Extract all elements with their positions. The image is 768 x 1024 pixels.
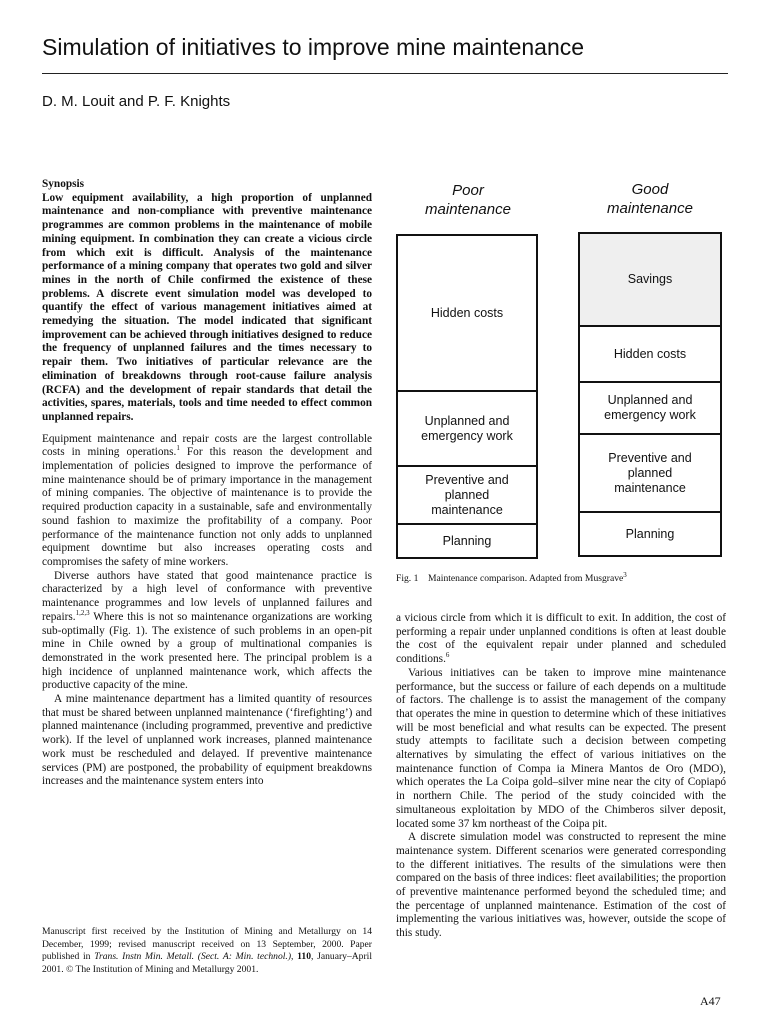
synopsis-text: Low equipment availability, a high proportion of unplanned maintenance and non-compliance with preventive maintenance programmes are common problems in the maintenance of mobile mining equipment. In combination they can create a vicious circle from which exit is difficult. Analysis of the maintenance performance of a mining company that operates two gold and silver mines in the north of Chile confirmed the existence of these problems. A discrete event simulation model was developed to quantify the effect of various management initiatives aimed at remedying the situation. The model indicated that significant improvement can be achieved through initiatives designed to reduce the frequency of unplanned failures and the times necessary to repair them. Two initiatives of particular relevance are the elimination of breakdowns through root-cause failure analysis (RCFA) and the development of repair standards that detail the activities, spares, materials, tools and time needed to effect common unplanned repairs. [42, 191, 372, 423]
body-text: a vicious circle from which it is difficult to exit. In addition, the cost of performing a repair under unplanned conditions is often at least double the cost of the equivalent repair under planned and scheduled conditions. [396, 612, 726, 666]
poor-unplanned-work [398, 390, 536, 465]
segment-label: Unplanned and [607, 393, 693, 407]
right-column [396, 612, 726, 941]
paper-title: Simulation of initiatives to improve mine maintenance [42, 34, 585, 60]
good-maintenance-label [578, 180, 722, 218]
segment-label: emergency work [421, 428, 513, 443]
good-preventive-maintenance [580, 433, 720, 511]
synopsis-heading: Synopsis [42, 178, 85, 190]
poor-preventive-maintenance [398, 465, 536, 523]
body-text: Equipment maintenance and repair costs are the largest controllable costs in mining operations. [42, 432, 372, 459]
segment-label: emergency work [604, 408, 696, 422]
poor-planning [398, 523, 536, 557]
body-text: Where this is not so maintenance organizations are working sub-optimally (Fig. 1). The existence of such problems in an open-pit mine in Chile owned by a group of multinational companies is demonstrated in the work presented here. The principal problem is a high incidence of unplanned maintenance work, which affects the productive capacity of the mine. [42, 610, 372, 692]
footnote-text: , January–April 2001. © The Institution of Mining and Metallurgy 2001. [42, 951, 372, 975]
citation: 6 [445, 651, 450, 660]
body-paragraph-1 [42, 433, 372, 570]
poor-maintenance-label [396, 181, 540, 219]
segment-label: planned [444, 487, 490, 502]
label-line: maintenance [607, 200, 693, 217]
body-paragraph-4: Various initiatives can be taken to improve mine maintenance performance, but the success or failure of each depends on a multitude of factors. The challenge is to assist the management of the company that operates the mine in question to determine which of these initiatives will be most beneficial and what results can be expected. The present study attempts to facilitate such a decision between competing alternatives by simulating the effect of various initiatives on the maintenance function of Compa ia Minera Mantos de Oro (MDO), which operates the La Coipa gold–silver mine near the city of Copiapó in northern Chile. The period of the study coincided with the simultaneous exploitation by MDO of the Chimberos silver deposit, located some 37 km northeast of the Coipa pit. [396, 666, 726, 830]
good-unplanned-work [580, 381, 720, 433]
segment-label: Hidden costs [613, 346, 687, 361]
title-rule [42, 73, 728, 74]
label-line: Good [631, 181, 669, 198]
page-number: A47 [700, 994, 721, 1008]
poor-hidden-costs [398, 236, 536, 390]
body-paragraph-continued [396, 612, 726, 667]
good-maintenance-bar [578, 232, 722, 557]
segment-label: Unplanned and [424, 413, 510, 428]
citation: 3 [623, 570, 627, 579]
label-line: maintenance [425, 201, 511, 218]
figure-caption [396, 570, 627, 584]
citation: 1 [176, 444, 180, 453]
segment-label: planned [627, 465, 673, 480]
left-column [42, 178, 372, 789]
footnote-text: Manuscript first received by the Institution of Mining and Metallurgy on 14 December, 1999; revised manuscript received on 13 September, 2000. Paper published in [42, 926, 372, 962]
body-paragraph-2 [42, 570, 372, 693]
good-hidden-costs [580, 325, 720, 381]
volume-number: 110 [297, 951, 311, 962]
figure-maintenance-comparison [392, 175, 732, 590]
segment-label: Planning [625, 526, 675, 541]
caption-text: Maintenance comparison. Adapted from Musgrave [428, 573, 624, 584]
body-paragraph-3: A mine maintenance department has a limited quantity of resources that must be shared between unplanned maintenance (‘firefighting’) and planned maintenance (including programmed, preventive and predictive work). If the level of unplanned work increases, planned maintenance work must be rescheduled and delayed. If preventive maintenance services (PM) are postponed, the probability of equipment breakdowns increases and the maintenance system enters into [42, 693, 372, 788]
label-line: Poor [452, 182, 484, 199]
good-savings [580, 234, 720, 325]
segment-label: Savings [627, 272, 673, 286]
figure-number: Fig. 1 [396, 573, 419, 584]
segment-label: Preventive and [425, 472, 509, 487]
footnote-text: , [291, 951, 298, 962]
manuscript-footnote [42, 926, 372, 976]
segment-label: maintenance [614, 480, 686, 495]
good-planning [580, 511, 720, 555]
journal-name: Trans. Instn Min. Metall. (Sect. A: Min. technol.) [94, 951, 292, 962]
segment-label: Preventive and [608, 450, 692, 465]
segment-label: Hidden costs [430, 305, 504, 320]
citation: 1,2,3 [75, 609, 90, 618]
poor-maintenance-bar [396, 234, 538, 559]
segment-label: maintenance [431, 502, 503, 517]
body-text: Diverse authors have stated that good maintenance practice is characterized by a high level of conformance with preventive maintenance programmes and low levels of unplanned failures and repairs. [42, 569, 372, 623]
body-paragraph-5: A discrete simulation model was constructed to represent the mine maintenance system. Different scenarios were generated corresponding to the different initiatives. The results of the simulations were then compared on the basis of three indices: fleet availabilities; the proportion of preventive maintenance performed beyond the scheduled time; and the percentage of unplanned maintenance. Estimation of the cost of implementing the various initiatives was, however, outside the scope of this study. [396, 831, 727, 940]
segment-label: Planning [442, 533, 492, 548]
body-text: For this reason the development and implementation of policies designed to improve the performance of mine maintenance should be of primary importance in the management of mining companies. The objective of maintenance is to provide the required production capacity in a sustainable, safe and environmentally sound fashion to maximize the profitability of a company. Poor performance of the maintenance function not only adds to unplanned equipment downtime but also increases operating costs and compromises the safety of mine workers. [42, 446, 373, 568]
authors: D. M. Louit and P. F. Knights [42, 93, 231, 110]
